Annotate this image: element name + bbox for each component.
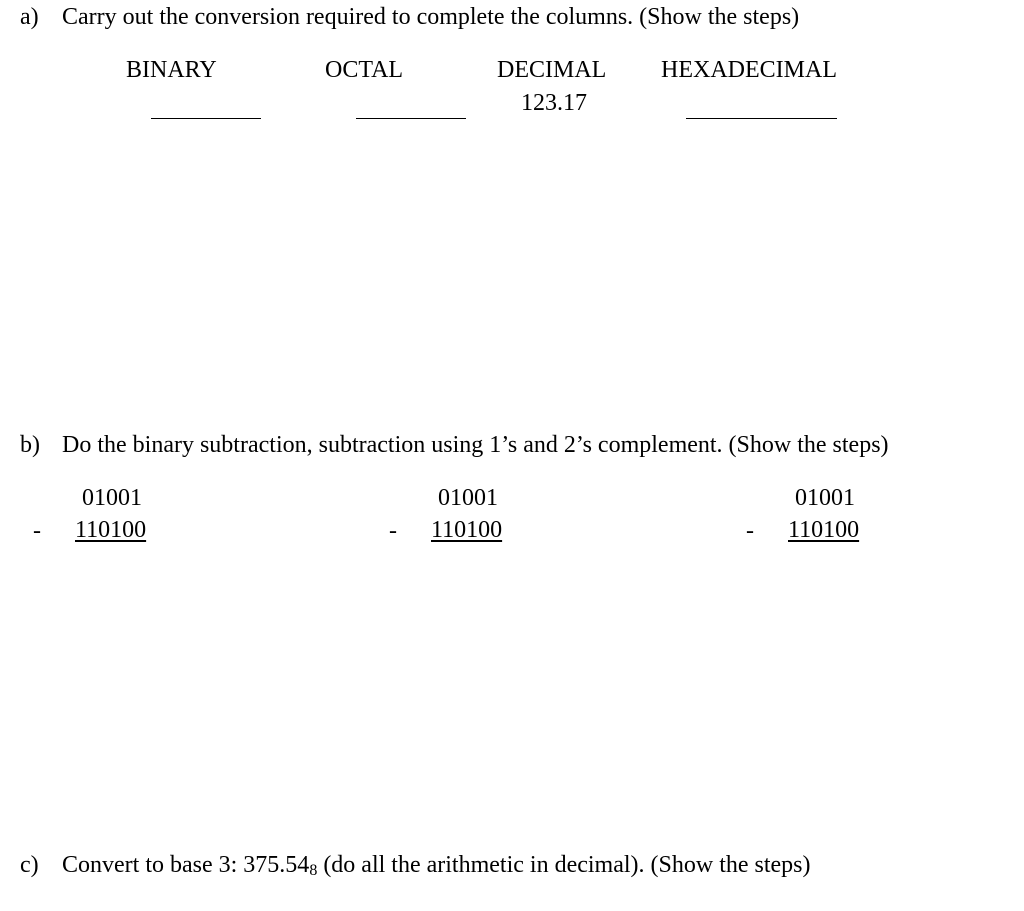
problem-1-minus: - bbox=[33, 518, 41, 544]
problem-3-minus: - bbox=[746, 518, 754, 544]
problem-1-subtrahend: 110100 bbox=[75, 517, 147, 543]
question-c-label: c) bbox=[20, 852, 39, 878]
question-b-text: Do the binary subtraction, subtraction using 1’s and 2’s complement. (Show the steps) bbox=[62, 432, 889, 458]
question-a-text: Carry out the conversion required to complete the columns. (Show the steps) bbox=[62, 4, 800, 30]
problem-1-minuend: 01001 bbox=[82, 485, 142, 511]
question-a bbox=[20, 4, 799, 31]
question-a-label: a) bbox=[20, 4, 39, 30]
octal-answer-blank bbox=[356, 118, 466, 119]
problem-3-subtrahend: 110100 bbox=[788, 517, 860, 543]
decimal-value: 123.17 bbox=[521, 90, 587, 116]
binary-answer-blank bbox=[151, 118, 261, 119]
problem-2-subtrahend: 110100 bbox=[431, 517, 503, 543]
column-decimal-header: DECIMAL bbox=[497, 57, 607, 83]
base-subscript: 8 bbox=[309, 862, 318, 879]
question-c bbox=[20, 852, 811, 880]
column-binary-header: BINARY bbox=[126, 57, 217, 83]
hexadecimal-answer-blank bbox=[686, 118, 837, 119]
column-hexadecimal-header: HEXADECIMAL bbox=[661, 57, 837, 83]
question-b-label: b) bbox=[20, 432, 40, 458]
question-c-text-before: Convert to base 3: 375.54 bbox=[62, 852, 310, 878]
column-octal-header: OCTAL bbox=[325, 57, 404, 83]
problem-2-minus: - bbox=[389, 518, 397, 544]
problem-2-minuend: 01001 bbox=[438, 485, 498, 511]
question-c-text-after: (do all the arithmetic in decimal). (Show the steps) bbox=[317, 852, 811, 878]
problem-3-minuend: 01001 bbox=[795, 485, 855, 511]
question-b bbox=[20, 432, 889, 459]
